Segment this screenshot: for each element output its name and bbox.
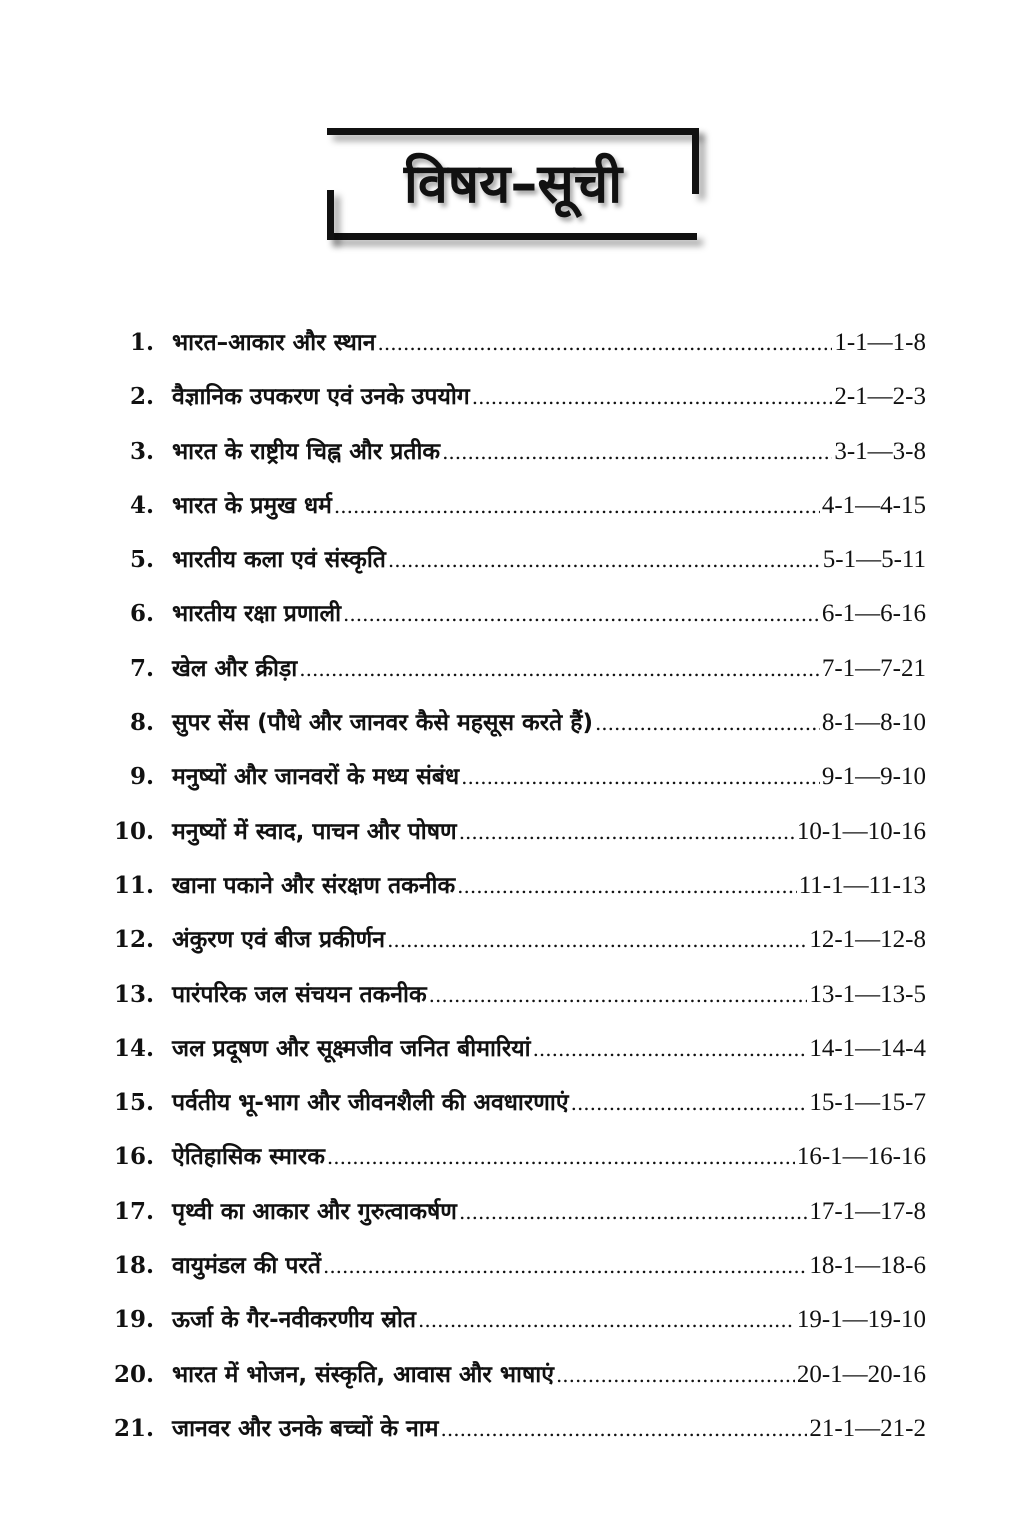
toc-entry-pages: 2-1—2-3	[834, 383, 926, 411]
toc-entry-pages: 14-1—14-4	[809, 1034, 926, 1062]
toc-entry-title: जानवर और उनके बच्चों के नाम	[172, 1415, 439, 1442]
toc-dot-leader	[595, 696, 820, 750]
toc-entry-pages: 11-1—11-13	[798, 871, 926, 899]
toc-entry-title: भारतीय रक्षा प्रणाली	[172, 601, 342, 628]
toc-entry	[110, 533, 926, 587]
toc-dot-leader	[334, 479, 820, 533]
toc-entry-pages: 20-1—20-16	[796, 1360, 926, 1388]
toc-entry-pages: 5-1—5-11	[822, 546, 926, 574]
toc-entry-title: भारतीय कला एवं संस्कृति	[172, 547, 386, 574]
toc-entry	[110, 642, 926, 696]
toc-entry-pages: 18-1—18-6	[809, 1252, 926, 1280]
toc-entry-pages: 9-1—9-10	[821, 763, 926, 791]
toc-entry-pages: 12-1—12-8	[809, 926, 926, 954]
toc-entry-pages: 21-1—21-2	[809, 1414, 926, 1442]
toc-entry-title: भारत में भोजन, संस्कृति, आवास और भाषाएं	[172, 1361, 554, 1388]
toc-entry-number: 1.	[129, 329, 154, 356]
toc-dot-leader	[387, 913, 807, 967]
toc-dot-leader	[323, 1239, 807, 1293]
toc-entry-number: 8.	[129, 709, 154, 737]
toc-entry-number: 4.	[129, 491, 154, 519]
toc-dot-leader	[472, 370, 833, 424]
toc-entry	[110, 1293, 926, 1347]
toc-entry-number: 3.	[129, 437, 154, 465]
toc-entry-number: 14.	[113, 1034, 154, 1062]
toc-dot-leader	[459, 1185, 807, 1239]
toc-entry-number: 21.	[113, 1414, 154, 1442]
toc-dot-leader	[418, 1293, 795, 1347]
toc-dot-leader	[457, 859, 797, 913]
toc-entry	[110, 479, 926, 533]
toc-entry-title: वायुमंडल की परतें	[172, 1253, 321, 1280]
toc-dot-leader	[442, 425, 832, 479]
toc-entry	[110, 1076, 926, 1130]
toc-entry-title: भारत के राष्ट्रीय चिह्न और प्रतीक	[172, 438, 441, 465]
toc-entry-title: भारत–आकार और स्थान	[172, 330, 376, 356]
toc-entry	[110, 1348, 926, 1402]
toc-dot-leader	[327, 1130, 795, 1184]
toc-entry-title: पर्वतीय भू-भाग और जीवनशैली की अवधारणाएं	[172, 1090, 569, 1117]
toc-entry-number: 18.	[113, 1252, 154, 1280]
toc-entry	[110, 370, 926, 424]
toc-entry	[110, 913, 926, 967]
toc-entry-number: 15.	[113, 1089, 154, 1117]
toc-entry-pages: 19-1—19-10	[796, 1306, 926, 1334]
toc-entry-title: खाना पकाने और संरक्षण तकनीक	[172, 872, 456, 899]
toc-dot-leader	[556, 1348, 795, 1402]
toc-entry-pages: 17-1—17-8	[809, 1197, 926, 1225]
toc-dot-leader	[343, 587, 820, 641]
toc-entry-pages: 13-1—13-5	[809, 980, 926, 1008]
toc-entry-number: 2.	[129, 383, 154, 411]
toc-dot-leader	[571, 1076, 808, 1130]
toc-entry	[110, 1022, 926, 1076]
toc-entry-pages: 16-1—16-16	[796, 1143, 926, 1171]
toc-entry-pages: 10-1—10-16	[796, 817, 926, 845]
toc-entry-pages: 1-1—1-8	[834, 329, 926, 356]
toc-dot-leader	[533, 1022, 808, 1076]
toc-entry-title: अंकुरण एवं बीज प्रकीर्णन	[172, 927, 386, 954]
toc-entry	[110, 1130, 926, 1184]
toc-dot-leader	[299, 642, 820, 696]
toc-entry	[110, 859, 926, 913]
toc-entry-number: 6.	[129, 600, 154, 628]
toc-entry-pages: 7-1—7-21	[821, 654, 926, 682]
toc-entry-title: मनुष्यों और जानवरों के मध्य संबंध	[172, 764, 460, 791]
toc-dot-leader	[459, 805, 795, 859]
toc-entry-number: 16.	[113, 1143, 154, 1171]
toc-entry	[110, 805, 926, 859]
toc-entry-title: ऊर्जा के गैर-नवीकरणीय स्रोत	[172, 1307, 417, 1334]
toc-entry-title: पारंपरिक जल संचयन तकनीक	[172, 981, 427, 1008]
toc-entry-number: 13.	[113, 980, 154, 1008]
toc-entry-number: 7.	[129, 654, 154, 682]
toc-entry	[110, 587, 926, 641]
toc-entry-number: 11.	[113, 871, 154, 899]
toc-entry-number: 20.	[113, 1360, 154, 1388]
title-frame-top-bar	[327, 128, 697, 135]
toc-entry-number: 5.	[129, 546, 154, 574]
toc-entry-pages: 8-1—8-10	[821, 709, 926, 737]
toc-entry	[110, 316, 926, 370]
table-of-contents	[110, 316, 926, 1456]
toc-entry-title: पृथ्वी का आकार और गुरुत्वाकर्षण	[172, 1198, 457, 1225]
toc-entry-title: वैज्ञानिक उपकरण एवं उनके उपयोग	[172, 384, 470, 411]
toc-entry	[110, 1402, 926, 1456]
toc-entry	[110, 1185, 926, 1239]
title-frame	[327, 128, 699, 240]
toc-entry-pages: 4-1—4-15	[821, 491, 926, 519]
toc-entry	[110, 968, 926, 1022]
toc-entry-pages: 6-1—6-16	[821, 600, 926, 628]
toc-entry-title: खेल और क्रीड़ा	[172, 655, 298, 682]
toc-entry-number: 10.	[113, 817, 154, 845]
toc-entry	[110, 696, 926, 750]
toc-entry-title: ऐतिहासिक स्मारक	[172, 1144, 325, 1171]
toc-dot-leader	[441, 1402, 808, 1456]
toc-entry-number: 19.	[113, 1306, 154, 1334]
toc-entry	[110, 1239, 926, 1293]
toc-entry-title: मनुष्यों में स्वाद, पाचन और पोषण	[172, 818, 457, 845]
toc-entry	[110, 750, 926, 804]
toc-entry	[110, 425, 926, 479]
toc-entry-title: जल प्रदूषण और सूक्ष्मजीव जनित बीमारियां	[172, 1035, 531, 1062]
toc-entry-number: 12.	[113, 926, 154, 954]
toc-entry-title: भारत के प्रमुख धर्म	[172, 492, 332, 519]
toc-entry-pages: 15-1—15-7	[809, 1089, 926, 1117]
page-title: विषय–सूची	[403, 152, 623, 215]
toc-entry-pages: 3-1—3-8	[834, 437, 926, 465]
toc-dot-leader	[429, 968, 808, 1022]
toc-entry-title: सुपर सेंस (पौधे और जानवर कैसे महसूस करते हैं)	[172, 710, 593, 737]
toc-dot-leader	[378, 316, 833, 370]
toc-entry-number: 9.	[129, 763, 154, 791]
title-frame-bottom-bar	[327, 233, 697, 240]
toc-dot-leader	[461, 750, 820, 804]
toc-entry-number: 17.	[113, 1197, 154, 1225]
toc-dot-leader	[388, 533, 821, 587]
